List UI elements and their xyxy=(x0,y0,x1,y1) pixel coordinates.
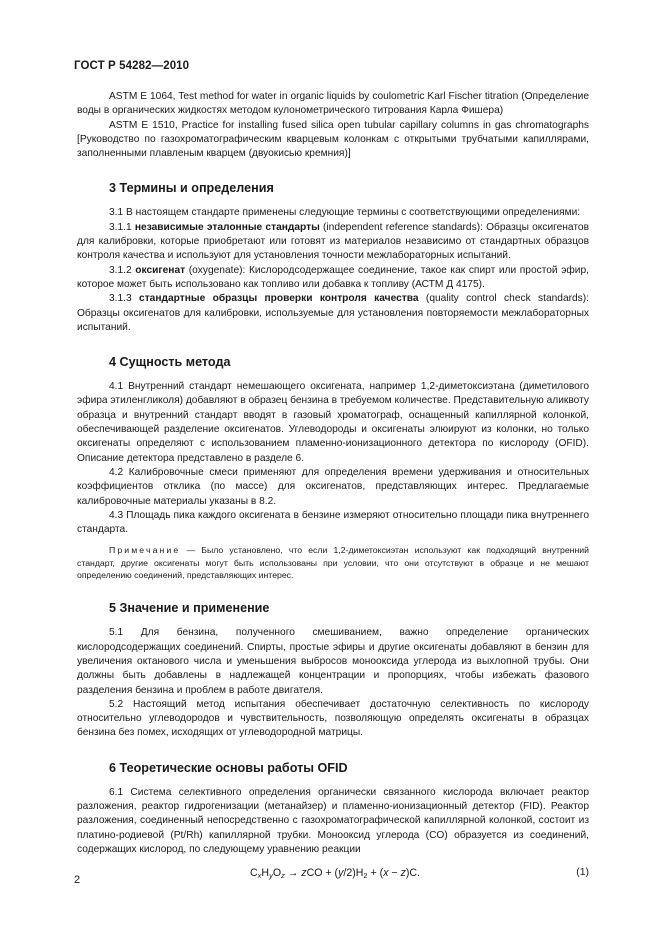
term-number: 3.1.3 xyxy=(109,293,140,305)
section-5-2: 5.2 Настоящий метод испытания обеспечивает достаточную селективность по кислороду относительно углеводородов и чувствительность, позволяющую определять оксигенаты в образцах бензина без помех, исходящих от углеводородной матрицы. xyxy=(77,698,589,739)
reference-astm-e1510: ASTM E 1510, Practice for installing fused silica open tubular capillary columns in gas chromatographs [Руководство по газохроматографическим кварцевым колонкам с открытыми трубчатыми капиллярами, заполненными плавленым кварцем (двуокисью кремния)] xyxy=(77,119,589,160)
section-6-1: 6.1 Система селективного определения органически связанного кислорода включает реактор разложения, реактор гидрогенизации (метанайзер) и пламенно-ионизационный детектор (FID). Реактор разложения, соединенный непосредственно с газохроматографической капиллярной колонкой, состоит из платино-родиевой (Pt/Rh) капиллярной трубки. Монооксид углерода (CO) образуется из соединений, содержащих кислород, по следующему уравнению реакции xyxy=(77,786,589,855)
term-name: независимые эталонные стандарты xyxy=(134,221,320,233)
section-3-1: 3.1 В настоящем стандарте применены следующие термины с соответствующими определениями: xyxy=(109,207,581,219)
equation-number: (1) xyxy=(576,867,589,879)
term-3-1-2 xyxy=(77,264,589,293)
section-6-title: 6 Теоретические основы работы OFID xyxy=(109,760,348,775)
reaction-equation: $C_xH_yO_z$ → zCO + $(y/2)H_2 + (x - z)C$. xyxy=(250,867,420,881)
term-definition: (oxygenate): Кислородсодержащее соединение, такое как спирт или простой эфир, которое может быть использовано как топливо или добавка к топливу (АСТМ Д 4175). xyxy=(77,264,589,290)
section-4-2: 4.2 Калибровочные смеси применяют для определения времени удерживания и относительных коэффициентов отклика (по массе) для оксигенатов, представляющих интерес. Предлагаемые калибровочные материалы указаны в 8.2. xyxy=(77,466,589,507)
document-header: ГОСТ Р 54282—2010 xyxy=(74,60,190,72)
term-number: 3.1.1 xyxy=(109,221,135,233)
term-number: 3.1.2 xyxy=(109,264,136,276)
note-text: — Было установлено, что если 1,2-диметоксиэтан используют как подходящий внутренний стандарт, другие оксигенаты могут быть использованы при условии, что они отсутствуют в образце и не мешают определению соединений, представляющих интерес. xyxy=(77,545,589,581)
section-4-note xyxy=(77,544,589,581)
section-4-title: 4 Сущность метода xyxy=(109,355,231,370)
term-3-1-3 xyxy=(77,292,589,335)
page-number: 2 xyxy=(74,874,81,886)
term-name: стандартные образцы проверки контроля качества xyxy=(139,293,419,305)
document-body xyxy=(77,90,589,887)
equation-row xyxy=(77,865,589,887)
term-definition: (independent reference standards): Образцы оксигенатов для калибровки, которые приобретают или готовят из материалов независимо от стандартных образцов контроля качества и используют для установления точности межлабораторных испытаний. xyxy=(77,221,590,262)
term-definition: (quality control check standards): Образцы оксигенатов для калибровки, используемые для установления повторяемости межлабораторных испытаний. xyxy=(77,293,589,333)
section-3-title: 3 Термины и определения xyxy=(109,181,274,196)
reference-astm-e1064: ASTM E 1064, Test method for water in organic liquids by coulometric Karl Fischer titration (Определение воды в органических жидкостях методом кулонометрического титрования Карла Фишера) xyxy=(77,91,589,117)
section-4-3: 4.3 Площадь пика каждого оксигената в бензине измеряют относительно площади пика внутреннего стандарта. xyxy=(77,509,589,536)
note-label: Примечание xyxy=(109,545,181,556)
section-4-1: 4.1 Внутренний стандарт немешающего оксигената, например 1,2-диметоксиэтана (диметилового эфира этиленгликоля) добавляют в образец бензина в требуемом количестве. Представительную аликвоту образца и внутренний стандарт вводят в газовый хроматограф, оснащенный капиллярной колонкой, обеспечивающей разделение оксигенатов. Углеводороды и оксигенаты элюируют из колонки, но только оксигенаты определяют с использованием пламенно-ионизационного детектора по кислороду (OFID). Описание детектора представлено в разделе 6. xyxy=(77,381,589,464)
section-5-1: 5.1 Для бензина, полученного смешиванием, важно определение органических кислородсодержащих соединений. Спирты, простые эфиры и другие оксигенаты добавляют в бензин для увеличения октанового числа и уменьшения выбросов монооксида углерода из выхлопной трубы. Они должны быть добавлены в надлежащей концентрации и пропорциях, чтобы избежать фазового разделения бензина и проблем в работе двигателя. xyxy=(77,627,589,696)
term-3-1-1 xyxy=(77,221,589,264)
term-name: оксигенат xyxy=(135,264,186,276)
section-5-title: 5 Значение и применение xyxy=(109,601,270,616)
